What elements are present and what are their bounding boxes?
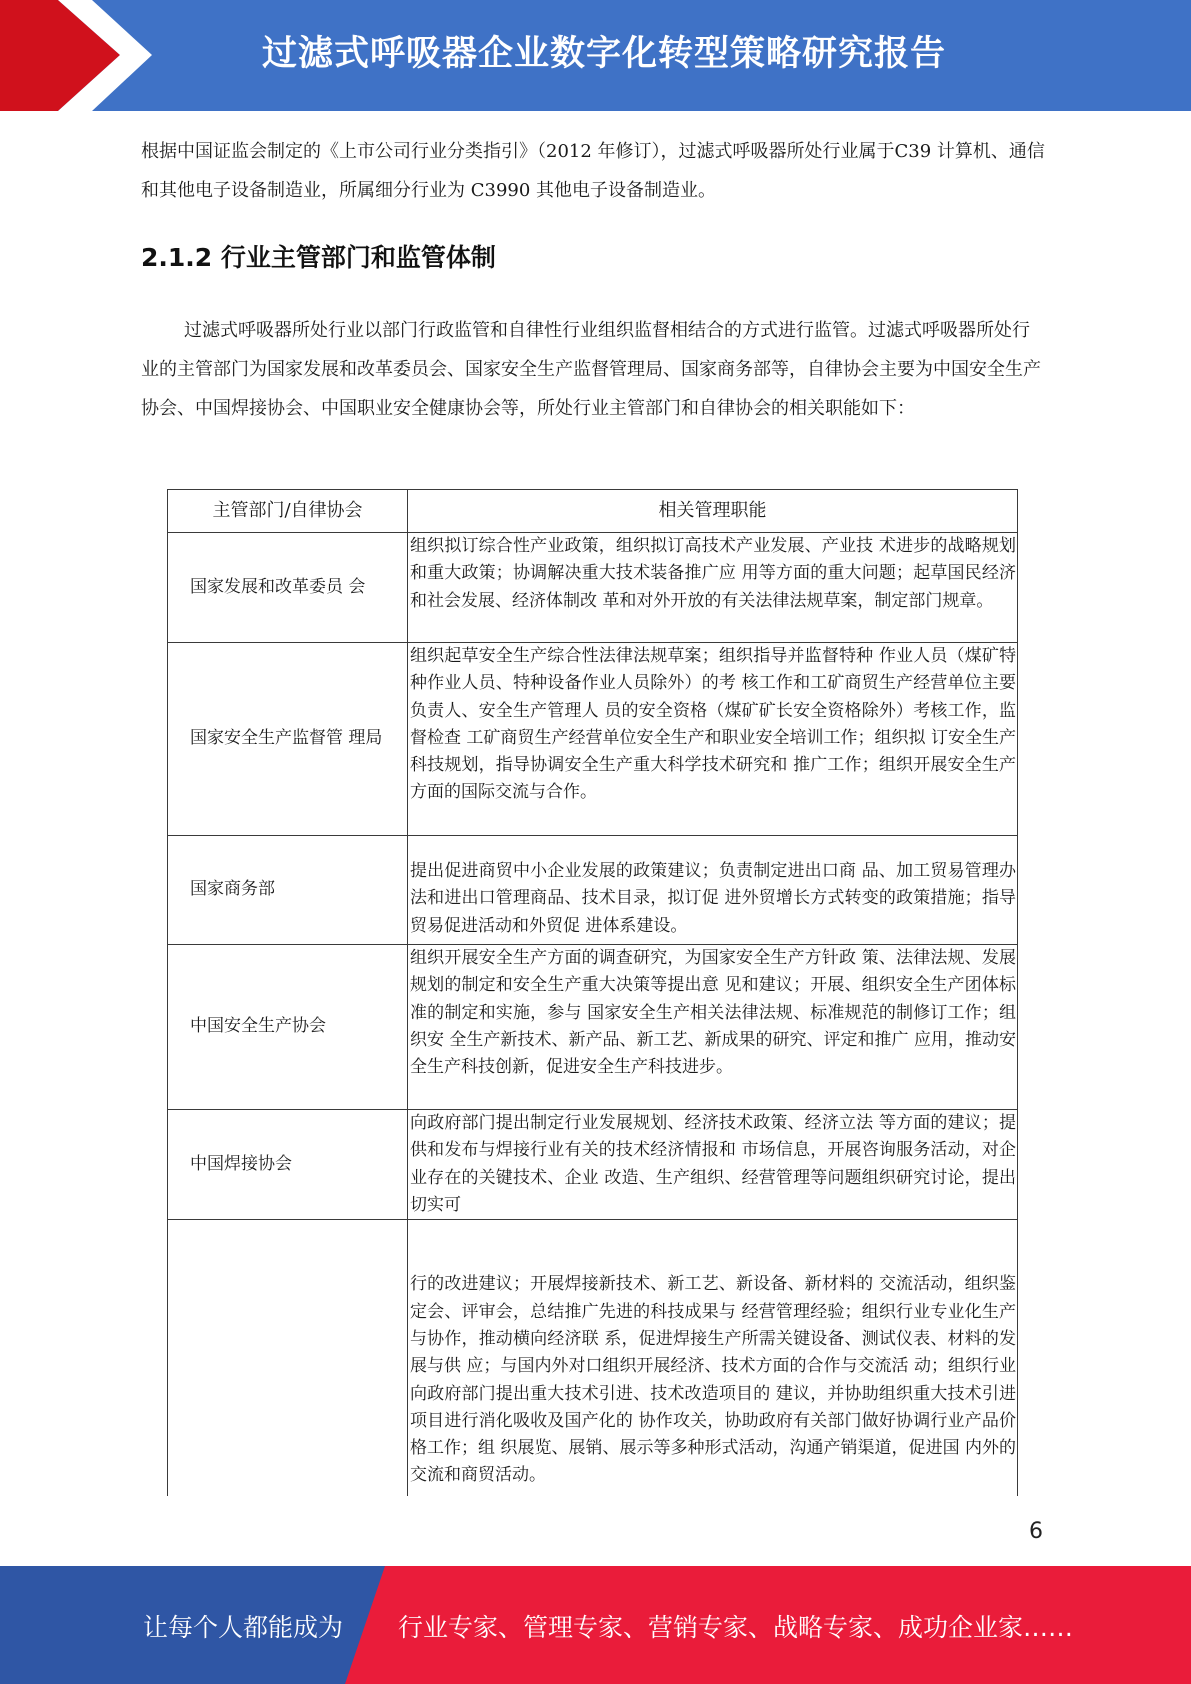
- table-row: [168, 533, 1018, 643]
- table-row: [168, 1220, 1018, 1496]
- footer-banner: [0, 1566, 1191, 1684]
- footer-slogan-left: 让每个人都能成为: [143, 1613, 344, 1642]
- table-cell-org: 国家发展和改革委员 会: [168, 533, 408, 643]
- footer-slogan-right: 行业专家、管理专家、营销专家、战略专家、成功企业家……: [398, 1613, 1074, 1642]
- regulator-table: [167, 489, 1018, 1496]
- table-cell-duty: 向政府部门提出制定行业发展规划、经济技术政策、经济立法 等方面的建议；提供和发布与焊接行业有关的技术经济情报和 市场信息，开展咨询服务活动，对企业存在的关键技术、企业 改造、生产组织、经营管理等问题组织研究讨论，提出切实可: [408, 1110, 1018, 1220]
- table-cell-duty: 组织开展安全生产方面的调查研究，为国家安全生产方针政 策、法律法规、发展规划的制定和安全生产重大决策等提出意 见和建议；开展、组织安全生产团体标准的制定和实施，参与 国家安全生产相关法律法规、标准规范的制修订工作；组织安 全生产新技术、新产品、新工艺、新成果的研究、评定和推广 应用，推动安全生产科技创新，促进安全生产科技进步。: [408, 945, 1018, 1110]
- section-title: 行业主管部门和监管体制: [220, 243, 496, 272]
- table-cell-duty: 提出促进商贸中小企业发展的政策建议；负责制定进出口商 品、加工贸易管理办法和进出口管理商品、技术目录，拟订促 进外贸增长方式转变的政策措施；指导贸易促进活动和外贸促 进体系建设。: [408, 836, 1018, 945]
- table-cell-org: 中国焊接协会: [168, 1110, 408, 1220]
- table-row: [168, 836, 1018, 945]
- section-heading: [141, 238, 496, 274]
- table-cell-org: [168, 1220, 408, 1496]
- table-row: [168, 1110, 1018, 1220]
- section-number: 2.1.2: [141, 243, 213, 272]
- table-header-org: 主管部门/自律协会: [168, 490, 408, 533]
- table-cell-org: 国家商务部: [168, 836, 408, 945]
- table-row: [168, 945, 1018, 1110]
- table-header-duty: 相关管理职能: [408, 490, 1018, 533]
- table-header-row: [168, 490, 1018, 533]
- table-cell-org: 中国安全生产协会: [168, 945, 408, 1110]
- regulation-paragraph: 过滤式呼吸器所处行业以部门行政监管和自律性行业组织监督相结合的方式进行监管。过滤式呼吸器所处行业的主管部门为国家发展和改革委员会、国家安全生产监督管理局、国家商务部等，自律协会主要为中国安全生产协会、中国焊接协会、中国职业安全健康协会等，所处行业主管部门和自律协会的相关职能如下：: [141, 320, 1041, 419]
- table-row: [168, 643, 1018, 836]
- table-cell-org: 国家安全生产监督管 理局: [168, 643, 408, 836]
- page-number: 6: [1029, 1519, 1043, 1544]
- table-cell-duty: 组织拟订综合性产业政策，组织拟订高技术产业发展、产业技 术进步的战略规划和重大政策；协调解决重大技术装备推广应 用等方面的重大问题；起草国民经济和社会发展、经济体制改 革和对外开放的有关法律法规草案，制定部门规章。: [408, 533, 1018, 643]
- table-cell-duty: 组织起草安全生产综合性法律法规草案；组织指导并监督特种 作业人员（煤矿特种作业人员、特种设备作业人员除外）的考 核工作和工矿商贸生产经营单位主要负责人、安全生产管理人 员的安全资格（煤矿矿长安全资格除外）考核工作，监督检查 工矿商贸生产经营单位安全生产和职业安全培训工作；组织拟 订安全生产科技规划，指导协调安全生产重大科学技术研究和 推广工作；组织开展安全生产方面的国际交流与合作。: [408, 643, 1018, 836]
- header-banner: [0, 0, 1191, 111]
- table-cell-duty: 行的改进建议；开展焊接新技术、新工艺、新设备、新材料的 交流活动，组织鉴定会、评审会，总结推广先进的科技成果与 经营管理经验；组织行业专业化生产与协作，推动横向经济联 系，促进焊接生产所需关键设备、测试仪表、材料的发展与供 应；与国内外对口组织开展经济、技术方面的合作与交流活 动；组织行业向政府部门提出重大技术引进、技术改造项目的 建议，并协助组织重大技术引进项目进行消化吸收及国产化的 协作攻关，协助政府有关部门做好协调行业产品价格工作；组 织展览、展销、展示等多种形式活动，沟通产销渠道，促进国 内外的交流和商贸活动。: [408, 1220, 1018, 1496]
- report-title: 过滤式呼吸器企业数字化转型策略研究报告: [262, 34, 947, 74]
- intro-paragraph: 根据中国证监会制定的《上市公司行业分类指引》（2012 年修订），过滤式呼吸器所处行业属于C39 计算机、通信和其他电子设备制造业，所属细分行业为 C3990 其他电子设备制造业。: [141, 141, 1045, 201]
